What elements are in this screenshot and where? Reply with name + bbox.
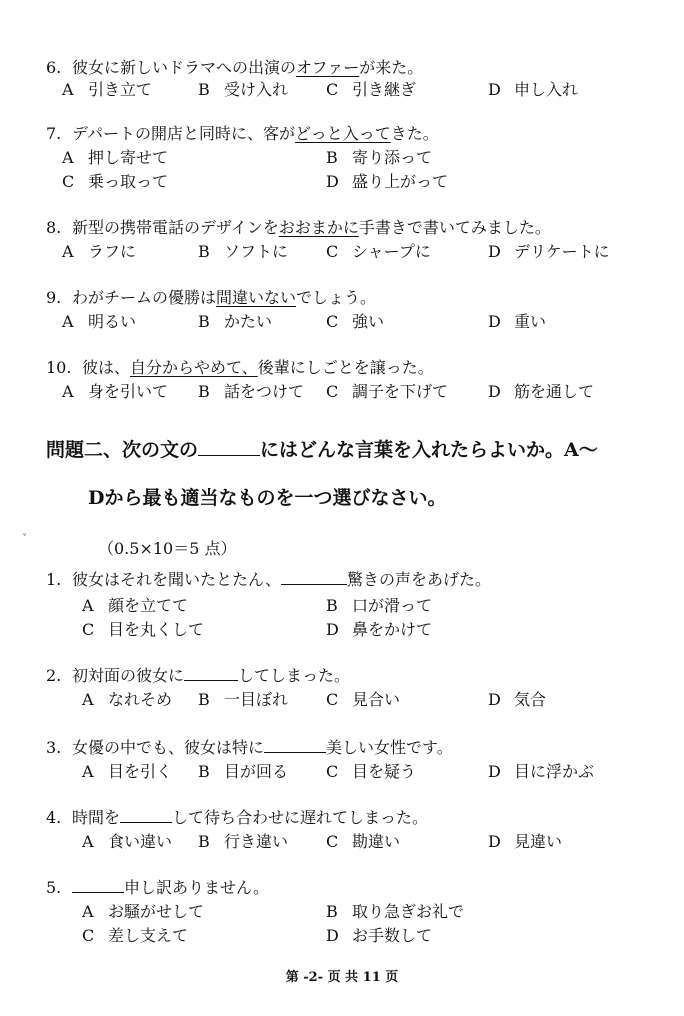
- option-c[interactable]: C 調子を下げて: [326, 382, 449, 401]
- question-1: 1. 彼女はそれを聞いたとたん、 驚きの声をあげた。: [46, 570, 491, 589]
- option-d[interactable]: D 筋を通して: [488, 382, 595, 401]
- blank-line: [281, 570, 347, 585]
- option-a[interactable]: A 顔を立てて: [82, 596, 189, 615]
- section-heading: 問題二、次の文の にはどんな言葉を入れたらよいか。A～: [46, 439, 598, 461]
- option-c[interactable]: C 強い: [326, 312, 385, 331]
- underlined-term: どっと入って: [295, 124, 391, 143]
- question-8: 8. 新型の携帯電話のデザインをおおまかに手書きで書いてみました。: [46, 218, 551, 237]
- option-c[interactable]: C 目を疑う: [326, 762, 417, 781]
- option-b[interactable]: B ソフトに: [198, 242, 289, 261]
- option-a[interactable]: A ラフに: [62, 242, 137, 261]
- option-a[interactable]: A 目を引く: [82, 762, 173, 781]
- page-footer: 第 -2- 页 共 11 页: [285, 970, 399, 985]
- question-7: 7. デパートの開店と同時に、客がどっと入ってきた。: [46, 124, 439, 143]
- option-a[interactable]: A 食い違い: [82, 832, 173, 851]
- blank-line: [184, 666, 238, 681]
- option-b[interactable]: B 取り急ぎお礼で: [326, 902, 465, 921]
- option-b[interactable]: B かたい: [198, 312, 273, 331]
- option-d[interactable]: D お手数して: [326, 926, 433, 945]
- option-d[interactable]: D デリケートに: [488, 242, 610, 261]
- question-4: 4. 時間を して待ち合わせに遅れてしまった。: [46, 808, 429, 827]
- option-b[interactable]: B 寄り添って: [326, 148, 433, 167]
- question-10: 10. 彼は、自分からやめて、後輩にしごとを譲った。: [46, 358, 434, 377]
- option-c[interactable]: C 見合い: [326, 690, 401, 709]
- option-d[interactable]: D 鼻をかけて: [326, 620, 433, 639]
- question-2: 2. 初対面の彼女に してしまった。: [46, 666, 351, 685]
- blank-line: [264, 738, 326, 753]
- option-b[interactable]: B 話をつけて: [198, 382, 305, 401]
- option-a[interactable]: A 引き立て: [62, 80, 153, 99]
- blank-line: [198, 441, 260, 456]
- option-c[interactable]: C シャープに: [326, 242, 431, 261]
- option-d[interactable]: D 盛り上がって: [326, 172, 449, 191]
- option-c[interactable]: C 勘違い: [326, 832, 401, 851]
- option-d[interactable]: D 気合: [488, 690, 547, 709]
- option-a[interactable]: A お騒がせして: [82, 902, 205, 921]
- option-c[interactable]: C 目を丸くして: [82, 620, 205, 639]
- blank-line: [120, 808, 172, 823]
- option-a[interactable]: A 明るい: [62, 312, 137, 331]
- option-a[interactable]: A 身を引いて: [62, 382, 169, 401]
- underlined-term: 自分からやめて、: [130, 358, 258, 377]
- option-b[interactable]: B 一目ぼれ: [198, 690, 289, 709]
- question-3: 3. 女優の中でも、彼女は特に 美しい女性です。: [46, 738, 453, 757]
- underlined-term: おおまかに: [278, 218, 359, 237]
- option-d[interactable]: D 見違い: [488, 832, 563, 851]
- question-9: 9. わがチームの優勝は間違いないでしょう。: [46, 288, 377, 307]
- blank-line: [72, 878, 124, 893]
- option-a[interactable]: A 押し寄せて: [62, 148, 169, 167]
- option-a[interactable]: A なれそめ: [82, 690, 173, 709]
- option-d[interactable]: D 目に浮かぶ: [488, 762, 595, 781]
- option-d[interactable]: D 申し入れ: [488, 80, 579, 99]
- option-d[interactable]: D 重い: [488, 312, 547, 331]
- question-5: 5. 申し訳ありません。: [46, 878, 269, 897]
- option-b[interactable]: B 行き違い: [198, 832, 289, 851]
- question-6: 6. 彼女に新しいドラマへの出演のオファーが来た。: [46, 58, 424, 77]
- scan-mark: ˇ: [22, 534, 27, 545]
- option-b[interactable]: B 受け入れ: [198, 80, 289, 99]
- option-c[interactable]: C 差し支えて: [82, 926, 189, 945]
- option-b[interactable]: B 口が滑って: [326, 596, 433, 615]
- option-c[interactable]: C 乗っ取って: [62, 172, 169, 191]
- option-c[interactable]: C 引き継ぎ: [326, 80, 417, 99]
- underlined-term: オファー: [296, 58, 360, 77]
- section-heading-line2: Dから最も適当なものを一つ選びなさい。: [88, 487, 447, 509]
- section-points: （0.5×10＝5 点）: [98, 539, 237, 558]
- option-b[interactable]: B 目が回る: [198, 762, 289, 781]
- underlined-term: 間違いない: [216, 288, 297, 307]
